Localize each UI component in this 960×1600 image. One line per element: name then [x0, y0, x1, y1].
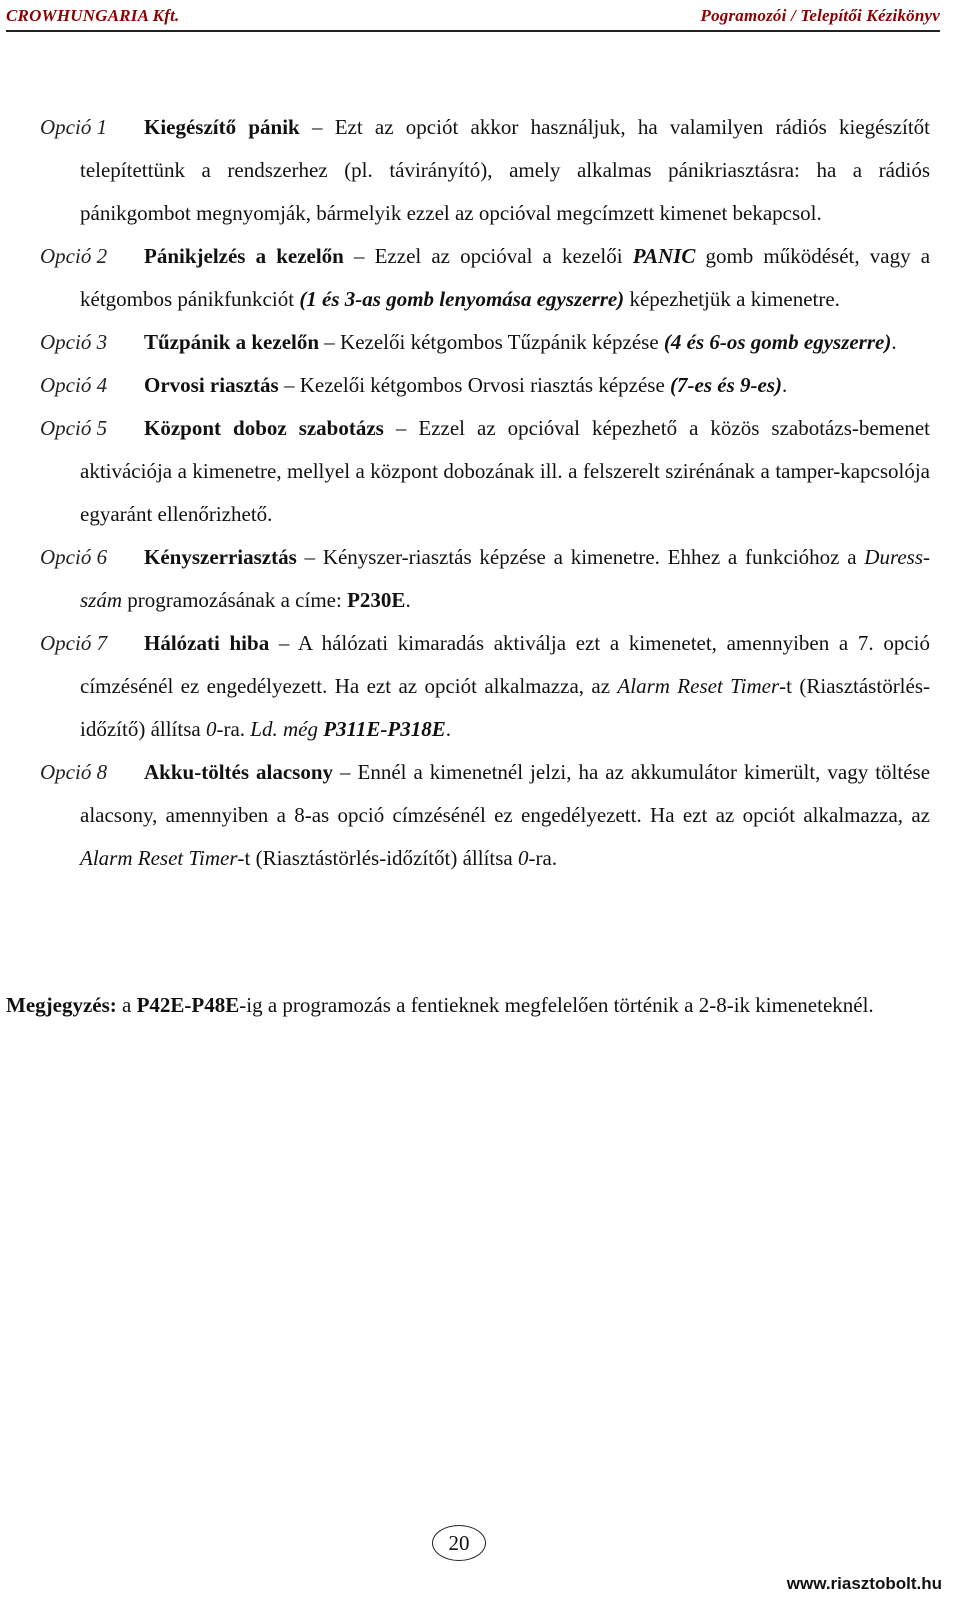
option-dash: – [333, 760, 358, 784]
option-text: -ra. [528, 846, 558, 870]
option-text: Ezt az opciót akkor használjuk, ha valamilyen rádiós kiegészítőt telepítettünk a rendszerhez (pl. távirányító), amely alkalmas pánikriasztásra: ha a rádiós pánikgombot megnyomják, bármelyik ezzel az opcióval megcímzett kimenet bekapcsol. [80, 115, 930, 225]
manual-title: Pogramozói / Telepítői Kézikönyv [700, 6, 940, 25]
address-range: P311E-P318E [323, 717, 446, 741]
option-text: Kezelői kétgombos Orvosi riasztás képzése [299, 373, 671, 397]
key-combo: (7-es és 9-es) [670, 373, 782, 397]
option-text: Ezzel az opcióval a kezelői [374, 244, 633, 268]
option-key: Opció 3 [40, 330, 108, 354]
option-key: Opció 1 [40, 115, 108, 139]
zero-value: 0 [205, 717, 217, 741]
timer-term: Alarm Reset Timer [80, 846, 238, 870]
option-text: . [405, 588, 411, 612]
option-text: képezhetjük a kimenetre. [624, 287, 840, 311]
option-key: Opció 8 [40, 760, 108, 784]
option-title: Kényszerriasztás [144, 545, 297, 569]
company-name: CROWHUNGARIA Kft. [6, 6, 180, 25]
page-header [6, 4, 940, 32]
see-also: Ld. még [250, 717, 318, 741]
option-key: Opció 4 [40, 373, 108, 397]
note-label: Megjegyzés: [6, 993, 117, 1017]
option-key: Opció 6 [40, 545, 108, 569]
option-2 [40, 235, 930, 321]
option-dash: – [296, 545, 323, 569]
option-key: Opció 2 [40, 244, 108, 268]
option-dash: – [319, 330, 341, 354]
option-7 [40, 622, 930, 751]
option-text: . [891, 330, 897, 354]
option-dash: – [299, 115, 335, 139]
option-text: Kezelői kétgombos Tűzpánik képzése [340, 330, 664, 354]
note-range: P42E-P48E [136, 993, 240, 1017]
option-text: Ennél a kimenetnél jelzi, ha az akkumulátor kimerült, vagy töltése alacsony, amennyiben a 8-as opció címzésénél ez engedélyezett. Ha ezt az opciót alkalmazza, az [80, 760, 931, 827]
duress-term: Duress-szám [80, 545, 930, 612]
option-text: -t (Riasztástörlés-időzítőt) állítsa [237, 846, 519, 870]
option-title: Akku-töltés alacsony [144, 760, 334, 784]
key-combo: (4 és 6-os gomb egyszerre) [663, 330, 892, 354]
option-8 [40, 751, 930, 880]
option-dash: – [383, 416, 419, 440]
option-3 [40, 321, 930, 364]
option-text: A hálózati kimaradás aktiválja ezt a kimenetet, amennyiben a 7. opció címzésénél ez engedélyezett. Ha ezt az opciót alkalmazza, az [80, 631, 931, 698]
option-dash: – [269, 631, 298, 655]
option-title: Központ doboz szabotázs [144, 416, 384, 440]
option-title: Pánikjelzés a kezelőn [144, 244, 344, 268]
option-title: Tűzpánik a kezelőn [144, 330, 320, 354]
page-number [432, 1525, 486, 1561]
note-text: a [116, 993, 137, 1017]
note-text: -ig a programozás a fentieknek megfelelően történik a 2-8-ik kimeneteknél. [239, 993, 874, 1017]
option-text: programozásának a címe: [122, 588, 348, 612]
option-text: gomb működését, vagy a kétgombos pánikfunkciót [80, 244, 931, 311]
zero-value: 0 [518, 846, 529, 870]
website-link[interactable]: www.riasztobolt.hu [786, 1574, 942, 1593]
option-text: . [782, 373, 788, 397]
page-number-text: 20 [448, 1531, 470, 1555]
panic-key: PANIC [632, 244, 696, 268]
option-text: . [445, 717, 451, 741]
option-text: Kényszer-riasztás képzése a kimenetre. Ehhez a funkcióhoz a [322, 545, 865, 569]
option-title: Hálózati hiba [144, 631, 270, 655]
options-list [40, 106, 930, 880]
option-5 [40, 407, 930, 536]
timer-term: Alarm Reset Timer [617, 674, 780, 698]
option-text: -t (Riasztástörlés-időzítő) állítsa [80, 674, 931, 741]
option-dash: – [343, 244, 375, 268]
option-text: -ra. [216, 717, 251, 741]
note-paragraph [6, 984, 930, 1027]
option-6 [40, 536, 930, 622]
option-title: Orvosi riasztás [144, 373, 279, 397]
option-1 [40, 106, 930, 235]
program-address: P230E [347, 588, 406, 612]
option-text: Ezzel az opcióval képezhető a közös szabotázs-bemenet aktivációja a kimenetre, mellyel a központ dobozának ill. a felszerelt szirénának a tamper-kapcsolója egyaránt ellenőrizhető. [80, 416, 930, 526]
option-dash: – [278, 373, 300, 397]
option-title: Kiegészítő pánik [144, 115, 300, 139]
option-4 [40, 364, 930, 407]
option-key: Opció 7 [40, 631, 108, 655]
key-combo: (1 és 3-as gomb lenyomása egyszerre) [299, 287, 625, 311]
option-key: Opció 5 [40, 416, 108, 440]
